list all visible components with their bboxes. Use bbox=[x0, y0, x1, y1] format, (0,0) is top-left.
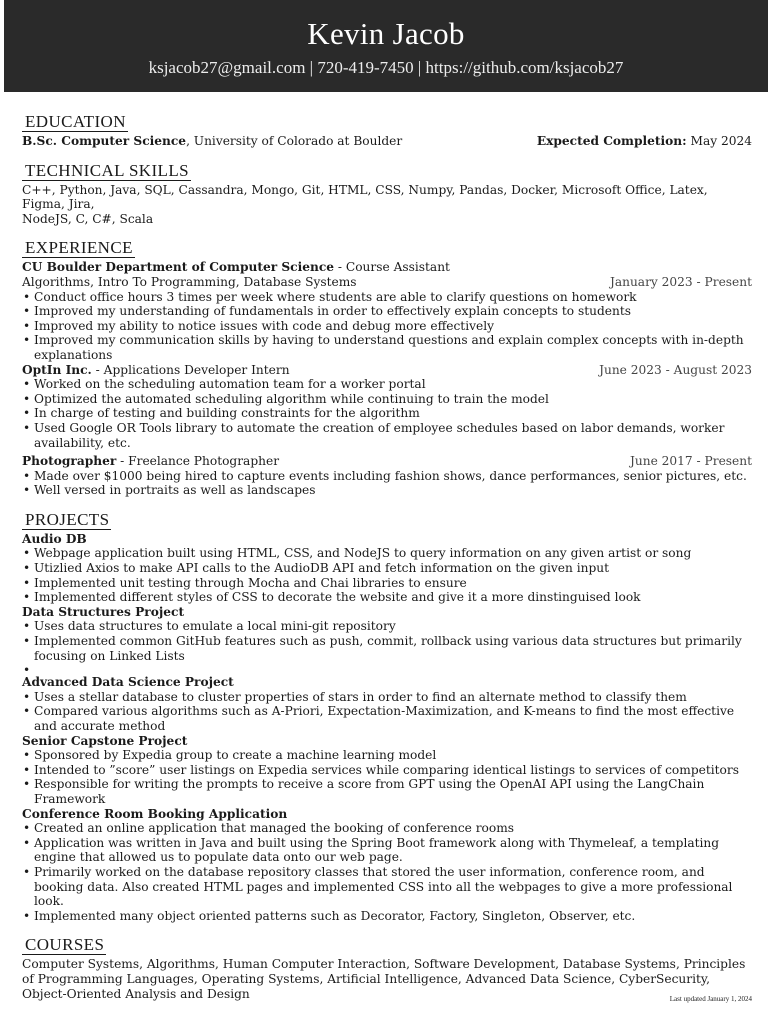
bullet-item: • Intended to ”score” user listings on Expedia services while comparing identical listings to services of competitors bbox=[22, 763, 752, 778]
education-row bbox=[22, 134, 752, 149]
candidate-name: Kevin Jacob bbox=[307, 16, 465, 51]
school: , University of Colorado at Boulder bbox=[186, 134, 403, 148]
projects-section bbox=[22, 510, 752, 923]
experience-section bbox=[22, 238, 752, 498]
bullet-item: • Improved my communication skills by having to understand questions and explain complex concepts with in-depth explanations bbox=[22, 333, 752, 362]
bullet-item: • Application was written in Java and built using the Spring Boot framework along with Thymeleaf, a templating engine that allowed us to populate data onto our web page. bbox=[22, 836, 752, 865]
job-date: June 2017 - Present bbox=[629, 454, 752, 469]
courses-heading: COURSES bbox=[22, 935, 106, 955]
bullet-item: • Implemented different styles of CSS to decorate the website and give it a more dinstinguised look bbox=[22, 590, 752, 605]
bullet-item: • Made over $1000 being hired to capture events including fashion shows, dance performances, senior pictures, etc. bbox=[22, 469, 752, 484]
job-org: Photographer bbox=[22, 454, 117, 469]
project-bullets bbox=[22, 619, 752, 675]
project-name: Senior Capstone Project bbox=[22, 733, 188, 748]
experience-heading: EXPERIENCE bbox=[22, 238, 135, 258]
completion-date: May 2024 bbox=[686, 134, 752, 148]
skills-heading: TECHNICAL SKILLS bbox=[22, 161, 191, 181]
skills-line-2: NodeJS, C, C#, Scala bbox=[22, 211, 154, 226]
job-title-line bbox=[22, 454, 279, 469]
project-bullets bbox=[22, 690, 752, 734]
experience-item bbox=[22, 260, 752, 362]
education-section bbox=[22, 112, 752, 149]
job-title-row bbox=[22, 363, 752, 378]
bullet-item: • Uses a stellar database to cluster properties of stars in order to find an alternate method to classify them bbox=[22, 690, 752, 705]
bullet-item-empty bbox=[22, 663, 752, 675]
project-item bbox=[22, 734, 752, 807]
project-bullets bbox=[22, 748, 752, 806]
completion-info bbox=[537, 134, 752, 149]
experience-item bbox=[22, 363, 752, 451]
skills-line-1: C++, Python, Java, SQL, Cassandra, Mongo, Git, HTML, CSS, Numpy, Pandas, Docker, Microsoft Office, Latex, Figma, Jira, bbox=[22, 182, 708, 212]
resume-body bbox=[22, 112, 752, 1013]
experience-item bbox=[22, 454, 752, 498]
bullet-item: • Improved my ability to notice issues with code and debug more effectively bbox=[22, 319, 752, 334]
job-role: - Applications Developer Intern bbox=[91, 362, 290, 377]
project-name: Audio DB bbox=[22, 531, 87, 546]
bullet-item: • Webpage application built using HTML, CSS, and NodeJS to query information on any given artist or song bbox=[22, 546, 752, 561]
project-item bbox=[22, 532, 752, 605]
job-title-line bbox=[22, 363, 290, 378]
project-item bbox=[22, 807, 752, 924]
courses-section bbox=[22, 935, 752, 1001]
bullet-item: • Compared various algorithms such as A-Priori, Expectation-Maximization, and K-means to find the most effective and accurate method bbox=[22, 704, 752, 733]
bullet-item: • Used Google OR Tools library to automate the creation of employee schedules based on labor demands, worker availability, etc. bbox=[22, 421, 752, 450]
bullet-item: • Uses data structures to emulate a local mini-git repository bbox=[22, 619, 752, 634]
project-item bbox=[22, 675, 752, 733]
job-org: CU Boulder Department of Computer Science bbox=[22, 260, 335, 275]
bullet-item: • Utizlied Axios to make API calls to the AudioDB API and fetch information on the given input bbox=[22, 561, 752, 576]
skills-section bbox=[22, 161, 752, 227]
job-role: - Freelance Photographer bbox=[116, 454, 280, 469]
education-degree-line bbox=[22, 134, 402, 149]
job-bullets bbox=[22, 290, 752, 363]
job-subtitle-row bbox=[22, 275, 752, 290]
project-name: Conference Room Booking Application bbox=[22, 806, 288, 821]
degree: B.Sc. Computer Science bbox=[22, 134, 187, 148]
bullet-item: • Primarily worked on the database repository classes that stored the user information, conference room, and booking data. Also created HTML pages and implemented CSS into all the webpages to give a more professional look. bbox=[22, 865, 752, 909]
job-title-row bbox=[22, 454, 752, 469]
project-name: Advanced Data Science Project bbox=[22, 675, 234, 690]
bullet-item: • Created an online application that managed the booking of conference rooms bbox=[22, 821, 752, 836]
job-bullets bbox=[22, 469, 752, 498]
education-heading: EDUCATION bbox=[22, 112, 128, 132]
project-bullets bbox=[22, 821, 752, 923]
bullet-item: • Implemented unit testing through Mocha and Chai libraries to ensure bbox=[22, 576, 752, 591]
project-bullets bbox=[22, 546, 752, 604]
bullet-item: • Responsible for writing the prompts to receive a score from GPT using the OpenAI API using the LangChain Framework bbox=[22, 777, 752, 806]
bullet-item: • Sponsored by Expedia group to create a machine learning model bbox=[22, 748, 752, 763]
resume-header bbox=[4, 0, 768, 92]
project-item bbox=[22, 605, 752, 675]
job-subtitle: Algorithms, Intro To Programming, Database Systems bbox=[22, 274, 357, 289]
bullet-item: • Implemented many object oriented patterns such as Decorator, Factory, Singleton, Observer, etc. bbox=[22, 909, 752, 924]
completion-label: Expected Completion: bbox=[536, 134, 687, 148]
bullet-item: • Well versed in portraits as well as landscapes bbox=[22, 483, 752, 498]
last-updated-note: Last updated January 1, 2024 bbox=[669, 995, 752, 1003]
job-role: - Course Assistant bbox=[334, 260, 450, 275]
bullet-item: • Implemented common GitHub features such as push, commit, rollback using various data structures but primarily focusing on Linked Lists bbox=[22, 634, 752, 663]
courses-list: Computer Systems, Algorithms, Human Computer Interaction, Software Development, Database Systems, Principles of Programming Languages, Operating Systems, Artificial Intelligence, Advanced Data Science, CyberSecurity, Object-Oriented Analysis and Design bbox=[22, 957, 746, 1001]
job-org: OptIn Inc. bbox=[22, 362, 92, 377]
project-name: Data Structures Project bbox=[22, 604, 185, 619]
bullet-item: • Improved my understanding of fundamentals in order to effectively explain concepts to students bbox=[22, 304, 752, 319]
contact-line: ksjacob27@gmail.com | 720-419-7450 | https://github.com/ksjacob27 bbox=[148, 58, 624, 77]
job-date: June 2023 - August 2023 bbox=[599, 362, 752, 377]
bullet-item: • Worked on the scheduling automation team for a worker portal bbox=[22, 377, 752, 392]
bullet-item: • In charge of testing and building constraints for the algorithm bbox=[22, 406, 752, 421]
job-date: January 2023 - Present bbox=[609, 274, 752, 289]
bullet-item: • Optimized the automated scheduling algorithm while continuing to train the model bbox=[22, 392, 752, 407]
job-title-line bbox=[22, 260, 752, 275]
bullet-item: • Conduct office hours 3 times per week where students are able to clarify questions on homework bbox=[22, 290, 752, 305]
job-bullets bbox=[22, 377, 752, 450]
projects-heading: PROJECTS bbox=[22, 510, 111, 530]
